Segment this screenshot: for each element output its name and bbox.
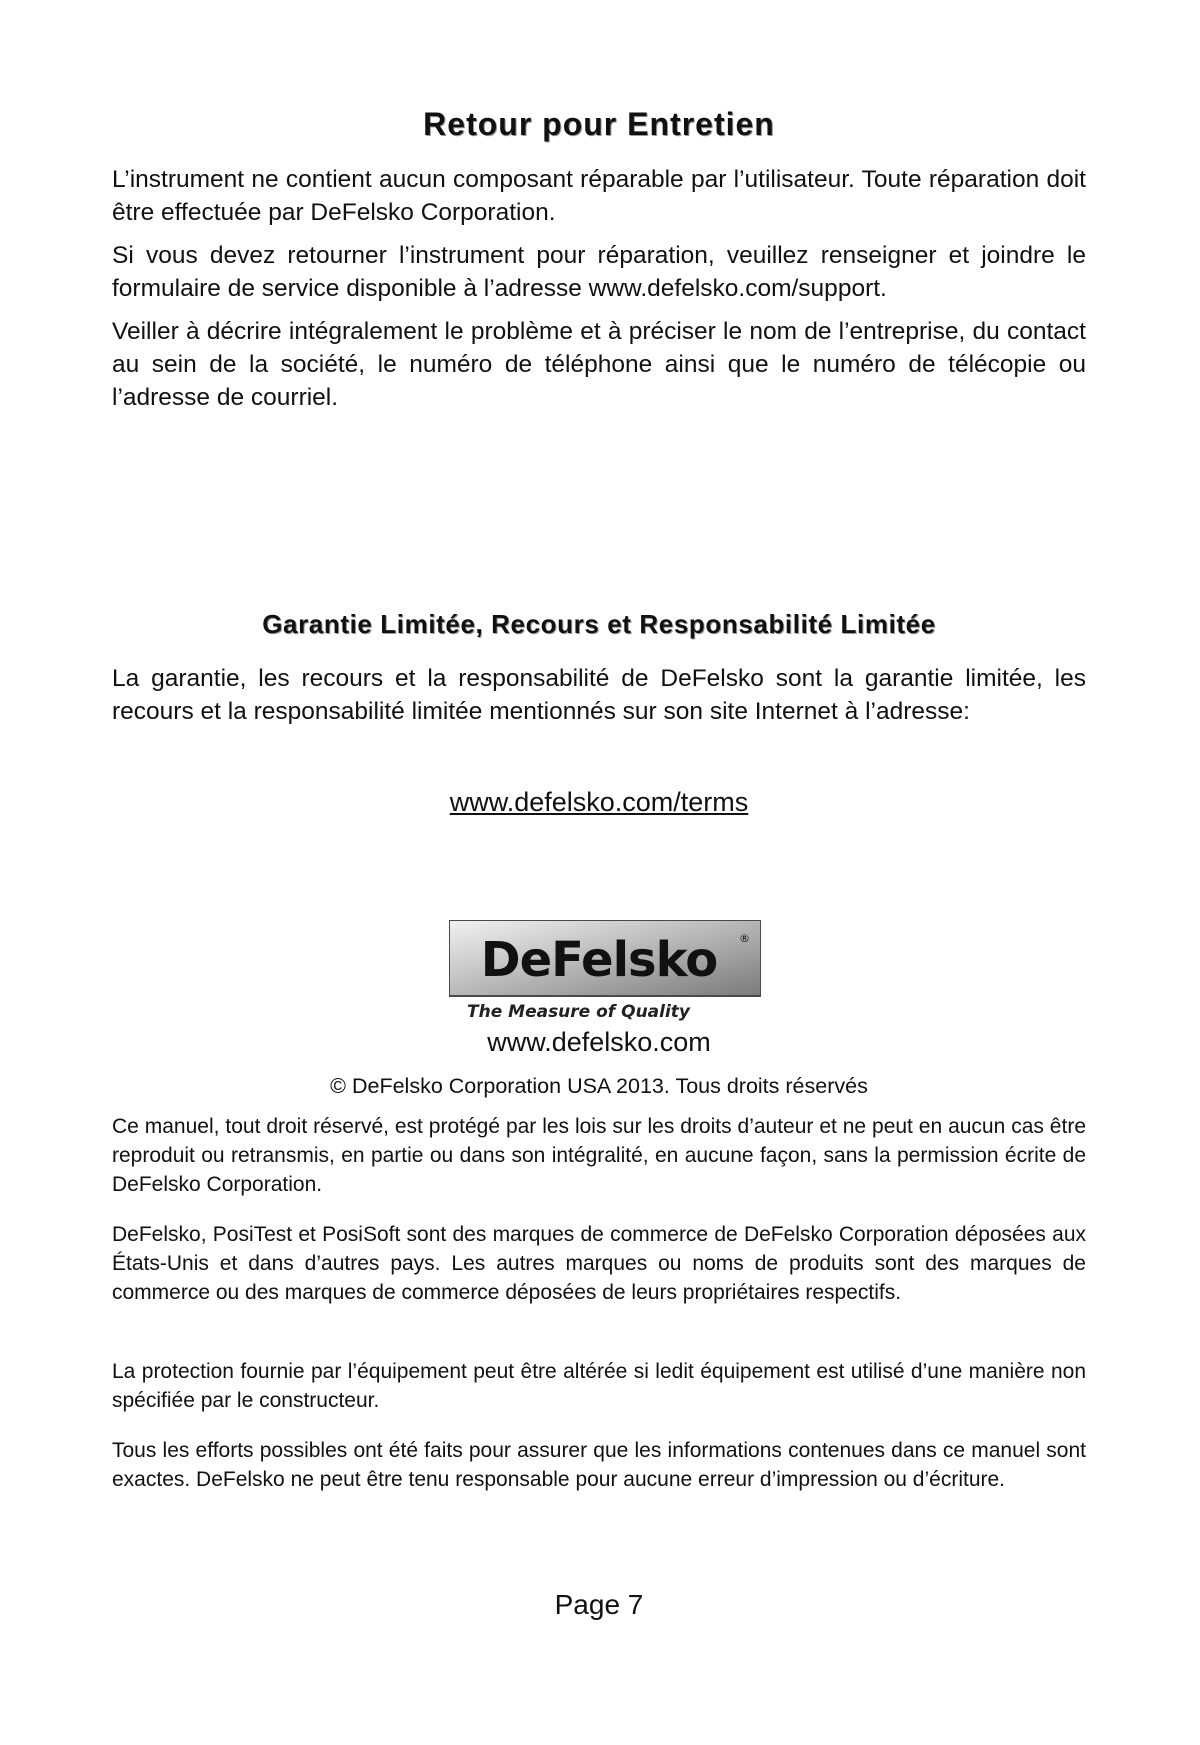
notice-equipment-protection: La protection fournie par l’équipement peut être altérée si ledit équipement est utilisé d’une manière non spécifiée par le constructeur.: [112, 1360, 1086, 1412]
notice-accuracy-disclaimer: Tous les efforts possibles ont été faits pour assurer que les informations contenues dans ce manuel sont exactes. DeFelsko ne peut être tenu responsable pour aucune erreur d’impression ou d’écriture.: [112, 1439, 1086, 1491]
notice-trademarks: DeFelsko, PosiTest et PosiSoft sont des marques de commerce de DeFelsko Corporation déposées aux États-Unis et dans d’autres pays. Les autres marques ou noms de produits sont des marques de commerce ou des marques de commerce déposées de leurs propriétaires respectifs.: [112, 1223, 1086, 1304]
paragraph-warranty-terms: La garantie, les recours et la responsabilité de DeFelsko sont la garantie limitée, les recours et la responsabilité limitée mentionnés sur son site Internet à l’adresse:: [112, 665, 1086, 725]
paragraph-return-instructions: Si vous devez retourner l’instrument pour réparation, veuillez renseigner et joindre le formulaire de service disponible à l’adresse www.defelsko.com/support.: [112, 242, 1086, 302]
section-title-limited-warranty: Garantie Limitée, Recours et Responsabilité Limitée: [262, 609, 936, 639]
page-number: Page 7: [554, 1589, 644, 1620]
logo-wordmark: DeFelsko: [480, 932, 718, 988]
section-title-service-return: Retour pour Entretien: [423, 106, 775, 142]
paragraph-problem-description: Veiller à décrire intégralement le problème et à préciser le nom de l’entreprise, du contact au sein de la société, le numéro de téléphone ainsi que le numéro de télécopie ou l’adresse de courriel.: [112, 318, 1086, 411]
terms-link-container: [112, 785, 1086, 819]
copyright-line: © DeFelsko Corporation USA 2013. Tous droits réservés: [330, 1074, 868, 1098]
notice-copyright: Ce manuel, tout droit réservé, est protégé par les lois sur les droits d’auteur et ne peut en aucun cas être reproduit ou retransmis, en partie ou dans son intégralité, en aucune façon, sans la permission écrite de DeFelsko Corporation.: [112, 1115, 1086, 1196]
logo-tagline: The Measure of Quality: [467, 1002, 691, 1022]
registered-mark: ®: [739, 932, 750, 945]
website-url: www.defelsko.com: [487, 1027, 711, 1057]
paragraph-no-user-serviceable-parts: L’instrument ne contient aucun composant réparable par l’utilisateur. Toute réparation doit être effectuée par DeFelsko Corporation.: [112, 166, 1086, 226]
document-page: [112, 0, 1086, 1745]
defelsko-logo: [449, 920, 761, 1024]
terms-link[interactable]: www.defelsko.com/terms: [449, 787, 749, 817]
